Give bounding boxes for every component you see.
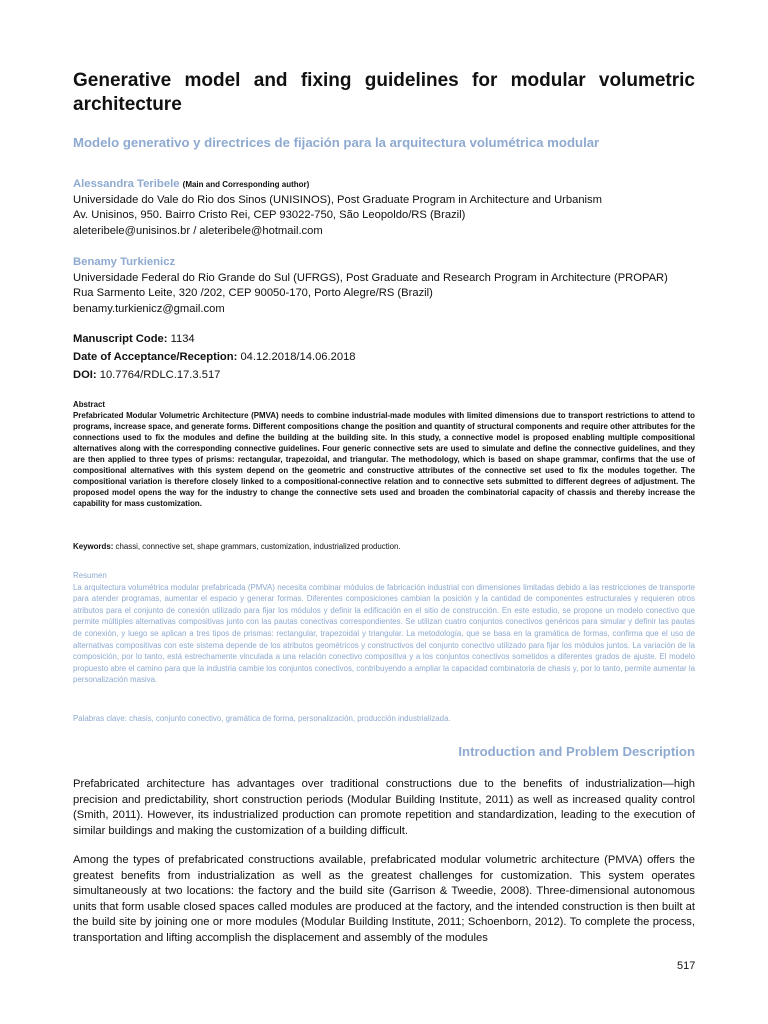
date-label: Date of Acceptance/Reception: — [73, 351, 238, 363]
abstract-section — [73, 399, 695, 509]
abstract-heading: Abstract — [73, 400, 106, 409]
author-address: Av. Unisinos, 950. Bairro Cristo Rei, CEP 93022-750, São Leopoldo/RS (Brazil) — [73, 209, 466, 221]
resumen-section — [73, 570, 695, 686]
keywords-text: chassi, connective set, shape grammars, customization, industrialized production. — [115, 542, 401, 551]
author-block-2 — [73, 255, 695, 317]
body-paragraph: Prefabricated architecture has advantages over traditional constructions due to the benefits of industrialization—high precision and predictability, short construction periods (Modular Building Institute, 2011) as well as increased quality control (Smith, 2011). However, its industrialized production can promote repetition and standardization, leading to the execution of similar buildings and making the customization of a building difficult. — [73, 778, 695, 837]
author-name: Benamy Turkienicz — [73, 256, 176, 268]
author-name: Alessandra Teribele — [73, 178, 180, 190]
author-role: (Main and Corresponding author) — [182, 180, 310, 189]
keywords-label: Keywords: — [73, 542, 114, 551]
abstract-text: Prefabricated Modular Volumetric Architecture (PMVA) needs to combine industrial-made modules with limited dimensions due to transport restrictions to attend to programs, increase space, and generate forms. Different compositions change the position and quantity of structural components and require other attributes for the connections used to fix the modules and define the building at the building site. In this study, a connective model is proposed enabling multiple compositional alternatives along with the corresponding connective guidelines. Four generic connective sets are used to simulate and define the connective guidelines, and they are then applied to three types of prisms: rectangular, trapezoidal, and triangular. The methodology, which is based on shape grammar, confirms that the use of compositional alternatives with this system depend on the geometric and constructive attributes of the connective set used to fix the modules together. The compositional variation is therefore closely linked to a compositional-connective relation and to connective sets submitted to different degrees of adjustment. The proposed model opens the way for the industry to change the connective sets used and broaden the combinatorial capacity of chassis and thereby increase the capability for mass customization. — [73, 411, 695, 508]
palabras-clave-text: chasis, conjunto conectivo, gramática de forma, personalización, producción industrializada. — [129, 714, 451, 723]
page-number: 517 — [677, 960, 696, 972]
author-affiliation: Universidade do Vale do Rio dos Sinos (UNISINOS), Post Graduate Program in Architecture and Urbanism — [73, 193, 602, 206]
palabras-clave-section — [73, 713, 695, 724]
doi-value: 10.7764/RDLC.17.3.517 — [99, 369, 221, 381]
author-email: benamy.turkienicz@gmail.com — [73, 302, 225, 315]
paper-title: Generative model and fixing guidelines for modular volumetric architecture — [73, 70, 695, 115]
body-paragraph: Among the types of prefabricated constructions available, prefabricated modular volumetric architecture (PMVA) offers the greatest benefits from industrialization as well as the greatest challenges for customization. This system operates simultaneously at two locations: the factory and the build site (Garrison & Tweedie, 2008). Three-dimensional autonomous units that form usable closed spaces called modules are produced at the factory, and the intended construction is then built at the build site by joining one or more modules (Modular Building Institute, 2011; Schoenborn, 2012). To complete the process, transportation and lifting accomplish the displacement and assembly of the modules — [73, 854, 695, 944]
paper-subtitle: Modelo generativo y directrices de fijación para la arquitectura volumétrica modular — [73, 135, 600, 150]
manuscript-code-value: 1134 — [170, 333, 195, 345]
manuscript-code-label: Manuscript Code: — [73, 333, 168, 345]
resumen-text: La arquitectura volumétrica modular prefabricada (PMVA) necesita combinar módulos de fabricación industrial con dimensiones limitadas debido a las restricciones de transporte para atender programas, aumentar el espacio y generar formas. Diferentes composiciones cambian la posición y la cantidad de componentes estructurales y requieren otros atributos para el conjunto de conexión utilizado para fijar los módulos y definir la edificación en el sitio de construcción. En este estudio, se propone un modelo conectivo que permite múltiples alternativas compositivas junto con las pautas conectivas correspondientes. Se utilizan cuatro conjuntos conectivos genéricos para simular y definir las pautas de conexión, y luego se aplican a tres tipos de prismas: rectangular, trapezoidal y triangular. La metodología, que se basa en la gramática de formas, confirma que el uso de alternativas compositivas con este sistema depende de los atributos geométricos y constructivos del conjunto conectivo utilizado para fijar los módulos juntos. La variación de la composición, por lo tanto, está estrechamente vinculada a una relación conectivo compositiva y a los conjuntos conectivos sometidos a diferentes grados de ajuste. El modelo propuesto abre el camino para que la industria cambie los conjuntos conectivos, contribuyendo a ampliar la capacidad combinatoria de chasis y, por lo tanto, permite aumentar la personalización masiva. — [73, 582, 695, 685]
author-address: Rua Sarmento Leite, 320 /202, CEP 90050-170, Porto Alegre/RS (Brazil) — [73, 287, 433, 299]
author-block-1 — [73, 177, 695, 239]
palabras-clave-label: Palabras clave: — [73, 714, 127, 723]
resumen-heading: Resumen — [73, 571, 107, 580]
date-value: 04.12.2018/14.06.2018 — [240, 351, 356, 363]
doi-label: DOI: — [73, 369, 97, 381]
manuscript-meta — [73, 330, 695, 384]
keywords-section — [73, 541, 695, 552]
author-affiliation: Universidade Federal do Rio Grande do Sul (UFRGS), Post Graduate and Research Program in Architecture (PROPAR) — [73, 271, 668, 284]
section-heading: Introduction and Problem Description — [458, 744, 695, 759]
author-email: aleteribele@unisinos.br / aleteribele@hotmail.com — [73, 224, 323, 237]
